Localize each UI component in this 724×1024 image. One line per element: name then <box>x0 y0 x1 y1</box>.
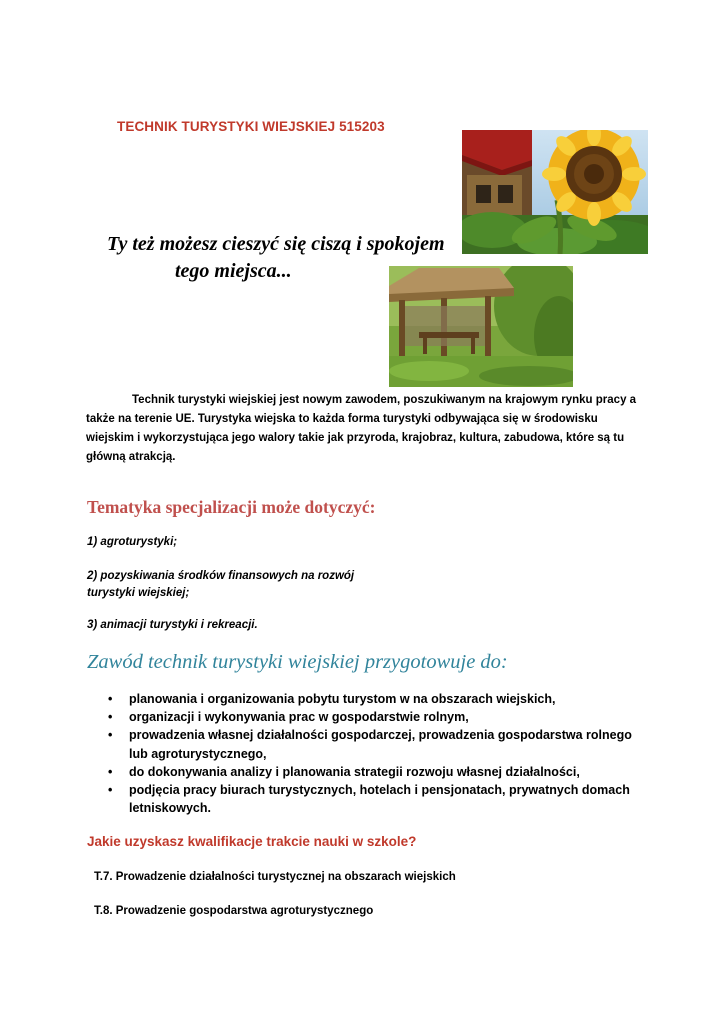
intro-paragraph: Technik turystyki wiejskiej jest nowym zawodem, poszukiwanym na krajowym rynku pracy a także na terenie UE. Turystyka wiejska to każda forma turystyki odbywająca się w środowisku wiejskim i wykorzystująca jego walory takie jak przyroda, krajobraz, kultura, zabudowa, które są tu główną atrakcją. <box>86 394 637 463</box>
specialization-item-line: 1) agroturystyki; <box>87 536 178 548</box>
profession-list <box>108 690 648 817</box>
specialization-item-line: 3) animacji turystyki i rekreacji. <box>87 619 258 631</box>
profession-heading: Zawód technik turystyki wiejskiej przygotowuje do: <box>87 651 508 673</box>
list-item: • podjęcia pracy biurach turystycznych, hotelach i pensjonatach, prywatnych domach letniskowych. <box>108 781 648 817</box>
tagline-line-1: Ty też możesz cieszyć się ciszą i spokojem <box>107 233 445 255</box>
sunflower-cottage-photo <box>462 130 648 254</box>
list-item: • do dokonywania analizy i planowania strategii rozwoju własnej działalności, <box>108 763 648 781</box>
specialization-item-line: 2) pozyskiwania środków finansowych na rozwój <box>87 570 355 582</box>
list-item: • prowadzenia własnej działalności gospodarczej, prowadzenia gospodarstwa rolnego lub agroturystycznego, <box>108 726 648 762</box>
qualifications-heading: Jakie uzyskasz kwalifikacje trakcie nauki w szkole? <box>87 834 417 849</box>
wooden-gazebo-garden-photo <box>389 266 573 387</box>
specialization-item <box>87 534 177 551</box>
list-item: • organizacji i wykonywania prac w gospodarstwie rolnym, <box>108 708 648 726</box>
qualification-item: T.7. Prowadzenie działalności turystycznej na obszarach wiejskich <box>94 871 456 883</box>
specialization-item-line: turystyki wiejskiej; <box>87 587 190 599</box>
specialization-heading: Tematyka specjalizacji może dotyczyć: <box>87 497 376 517</box>
qualification-item: T.8. Prowadzenie gospodarstwa agroturystycznego <box>94 905 374 917</box>
list-item: • planowania i organizowania pobytu turystom w na obszarach wiejskich, <box>108 690 648 708</box>
specialization-item <box>87 617 258 634</box>
page-title: TECHNIK TURYSTYKI WIEJSKIEJ 515203 <box>117 119 385 134</box>
tagline-line-2: tego miejsca... <box>175 260 292 282</box>
specialization-item <box>87 568 354 602</box>
